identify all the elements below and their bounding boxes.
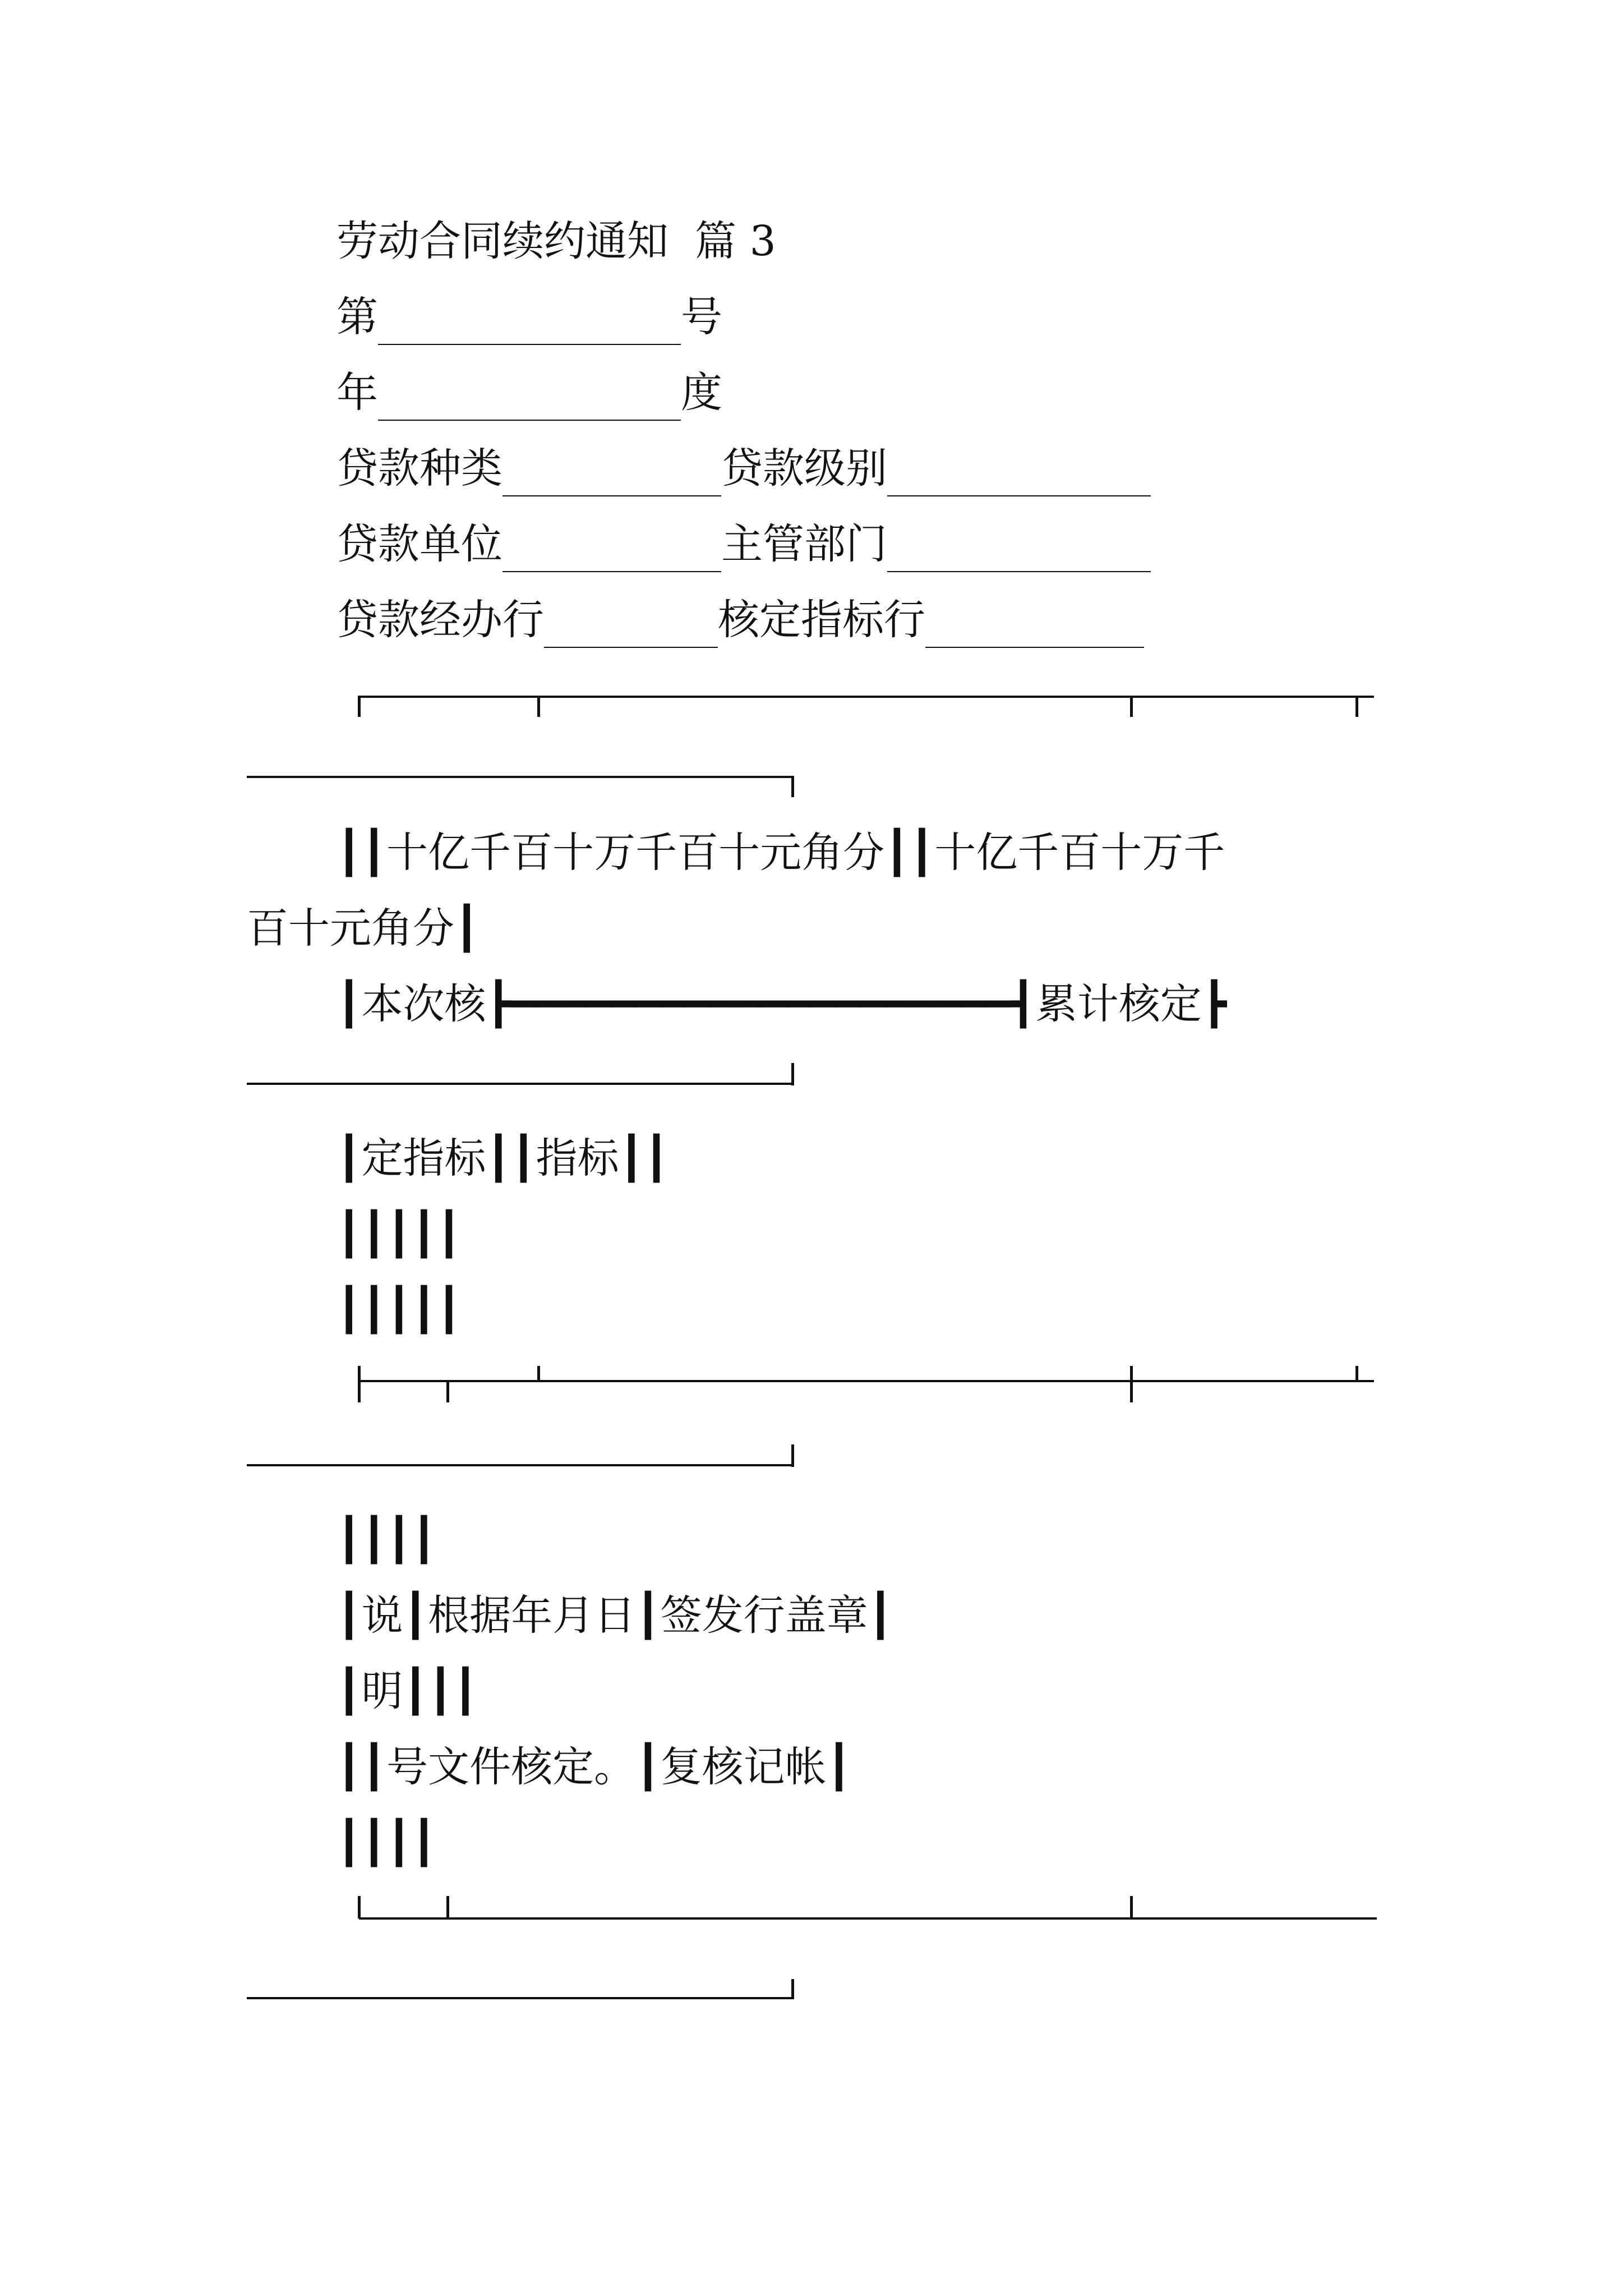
handling-bank-label: 贷款经办行 (336, 596, 544, 644)
row-note-line2: ┃明┃┃┃ (336, 1667, 478, 1715)
table-middle-border-wrap (247, 1464, 794, 1466)
loan-level-blank[interactable] (887, 458, 1151, 496)
table-middle-tick (446, 1380, 449, 1402)
loan-level-label: 贷款级别 (721, 444, 887, 493)
row-current-border-wrap (247, 1083, 794, 1085)
loan-type-label: 贷款种类 (336, 444, 502, 493)
table-top-border-wrap (247, 776, 794, 778)
table-top-corner-right (791, 776, 794, 797)
field-year-blank[interactable] (378, 383, 681, 421)
loan-type-blank[interactable] (502, 458, 721, 496)
table-middle-tick (537, 1366, 540, 1380)
table-header-line2: 百十元角分┃ (247, 904, 479, 953)
table-bottom-border-wrap (247, 1997, 794, 1999)
table-bottom-tick (1130, 1896, 1133, 1918)
table-middle-corner-right (791, 1444, 794, 1467)
table-top-corner-left (358, 696, 361, 717)
table-top-tick (1130, 696, 1133, 717)
table-bottom-corner-right (791, 1979, 794, 1999)
authority-label: 主管部门 (721, 520, 887, 568)
loan-unit-row (336, 516, 1151, 572)
row-current-line2: ┃定指标┃┃指标┃┃ (336, 1134, 669, 1182)
field-year-suffix: 度 (681, 369, 722, 417)
field-number-prefix: 第 (336, 293, 378, 341)
table-header-line1: ┃┃十亿千百十万千百十元角分┃┃十亿千百十万千 (336, 829, 1225, 877)
document-title: 劳动合同续约通知 篇 3 (336, 217, 776, 265)
loan-unit-label: 贷款单位 (336, 520, 502, 568)
field-number-row (336, 289, 722, 345)
table-middle-tick (358, 1366, 361, 1402)
approving-bank-label: 核定指标行 (718, 596, 925, 644)
row-empty-3: ┃┃┃┃ (336, 1516, 437, 1564)
table-bottom-corner-left (358, 1896, 361, 1918)
loan-unit-blank[interactable] (502, 534, 721, 572)
loan-type-row (336, 440, 1151, 496)
table-middle-border (359, 1380, 1374, 1382)
row-empty-2: ┃┃┃┃┃ (336, 1286, 462, 1334)
row-current-line1: ┃本次核┣━━━━━━━━━━━━━━━━━━━━┫累计核定┣ (336, 980, 1227, 1028)
row-note-line1: ┃说┃根据年月日┃签发行盖章┃ (336, 1591, 893, 1640)
table-bottom-tick (446, 1896, 449, 1918)
approving-bank-blank[interactable] (925, 610, 1144, 648)
field-number-suffix: 号 (681, 293, 722, 341)
row-current-corner-right (791, 1063, 794, 1085)
table-bottom-border (359, 1917, 1377, 1920)
authority-blank[interactable] (887, 534, 1151, 572)
field-year-prefix: 年 (336, 369, 378, 417)
table-top-tick (1355, 696, 1358, 717)
table-middle-tick (1130, 1366, 1133, 1402)
field-year-row (336, 365, 722, 421)
row-empty-4: ┃┃┃┃ (336, 1819, 437, 1867)
row-note-line3: ┃┃号文件核定。┃复核记帐┃ (336, 1743, 852, 1791)
table-top-tick (537, 696, 540, 717)
bank-row (336, 592, 1144, 648)
field-number-blank[interactable] (378, 307, 681, 345)
table-top-border (359, 696, 1374, 698)
handling-bank-blank[interactable] (544, 610, 718, 648)
row-empty-1: ┃┃┃┃┃ (336, 1210, 462, 1258)
table-middle-tick (1355, 1366, 1358, 1380)
